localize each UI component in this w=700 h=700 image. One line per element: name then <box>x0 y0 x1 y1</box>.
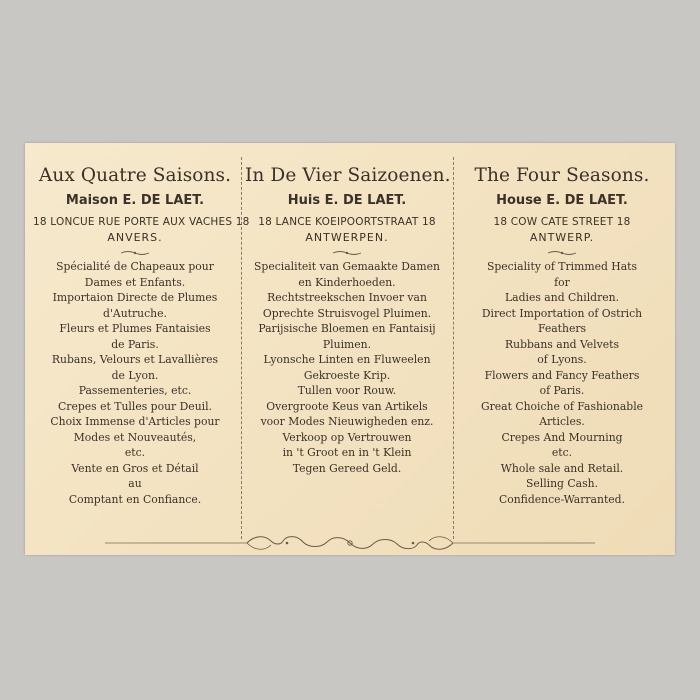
column-title: The Four Seasons. <box>474 165 650 186</box>
service-line: d'Autruche. <box>103 306 167 320</box>
small-ornament-icon <box>547 250 577 256</box>
service-line: Flowers and Fancy Feathers <box>484 368 640 382</box>
english-column <box>457 143 667 533</box>
city-name: ANVERS. <box>107 231 163 244</box>
service-line: Selling Cash. <box>525 477 599 490</box>
service-line: in 't Groot en in 't Klein <box>282 446 412 459</box>
service-line: Direct Importation of Ostrich <box>481 306 643 320</box>
column-title: In De Vier Saizoenen. <box>245 165 451 186</box>
column-divider <box>241 157 242 539</box>
service-line: Specialiteit van Gemaakte Damen <box>254 260 440 273</box>
service-line: Ladies and Children. <box>504 291 620 304</box>
dutch-column <box>245 143 449 533</box>
house-name: Huis E. DE LAET. <box>287 193 407 208</box>
french-column <box>33 143 250 533</box>
service-line: Tegen Gereed Geld. <box>292 461 402 475</box>
service-line: Fleurs et Plumes Fantaisies <box>59 322 211 335</box>
service-line: voor Modes Nieuwigheden enz. <box>260 415 434 428</box>
service-line: Dames et Enfants. <box>84 275 186 289</box>
service-line: Choix Immense d'Articles pour <box>50 415 220 428</box>
service-line: Articles. <box>539 415 585 428</box>
service-line: Rubbans and Velvets <box>504 337 620 351</box>
city-name: ANTWERPEN. <box>305 231 389 244</box>
service-line: Whole sale and Retail. <box>500 461 624 475</box>
service-line: Crepes And Mourning <box>501 430 623 444</box>
small-ornament-icon <box>120 250 150 256</box>
street-address: 18 LANCE KOEIPOORTSTRAAT 18 <box>258 216 436 228</box>
service-line: Vente en Gros et Détail <box>71 461 199 475</box>
service-line: en Kinderhoeden. <box>298 275 396 289</box>
small-ornament-icon <box>332 250 362 256</box>
service-line: Tullen voor Rouw. <box>297 384 397 397</box>
service-line: Crepes et Tulles pour Deuil. <box>58 399 212 413</box>
service-line: de Lyon. <box>111 368 159 382</box>
street-address: 18 COW CATE STREET 18 <box>493 216 631 228</box>
service-line: Rechtstreekschen Invoer van <box>267 291 427 304</box>
service-line: etc. <box>551 446 573 459</box>
service-list <box>33 259 237 507</box>
service-line: Importaion Directe de Plumes <box>52 291 218 304</box>
flourish-ornament-icon <box>25 533 675 553</box>
column-title: Aux Quatre Saisons. <box>38 165 232 186</box>
service-line: Passementeries, etc. <box>78 384 192 397</box>
service-line: of Lyons. <box>537 353 587 366</box>
service-line: Verkoop op Vertrouwen <box>282 430 412 444</box>
service-list <box>457 259 667 507</box>
column-divider <box>453 157 454 539</box>
street-address: 18 LONCUE RUE PORTE AUX VACHES 18 <box>33 216 250 228</box>
service-line: Feathers <box>537 322 587 335</box>
service-line: Parijsische Bloemen en Fantaisij <box>258 322 436 335</box>
service-line: au <box>128 477 142 490</box>
service-line: Overgroote Keus van Artikels <box>266 399 428 413</box>
service-line: of Paris. <box>539 384 585 397</box>
service-line: Speciality of Trimmed Hats <box>486 260 638 273</box>
service-line: Comptant en Confiance. <box>68 492 202 506</box>
service-line: Gekroeste Krip. <box>303 368 391 382</box>
service-line: Oprechte Struisvogel Pluimen. <box>262 306 432 320</box>
service-list <box>245 259 449 476</box>
service-line: Rubans, Velours et Lavallières <box>51 353 219 366</box>
service-line: etc. <box>124 446 146 459</box>
service-line: Modes et Nouveautés, <box>73 430 197 444</box>
trade-card <box>25 143 675 555</box>
house-name: House E. DE LAET. <box>496 193 628 208</box>
house-name: Maison E. DE LAET. <box>65 193 205 208</box>
service-line: Lyonsche Linten en Fluweelen <box>263 353 431 366</box>
service-line: Great Choiche of Fashionable <box>480 399 644 413</box>
service-line: for <box>554 275 570 289</box>
city-name: ANTWERP. <box>529 231 595 244</box>
service-line: Spécialité de Chapeaux pour <box>56 260 214 273</box>
service-line: de Paris. <box>111 337 159 351</box>
service-line: Confidence-Warranted. <box>498 492 626 506</box>
service-line: Pluimen. <box>322 337 372 351</box>
